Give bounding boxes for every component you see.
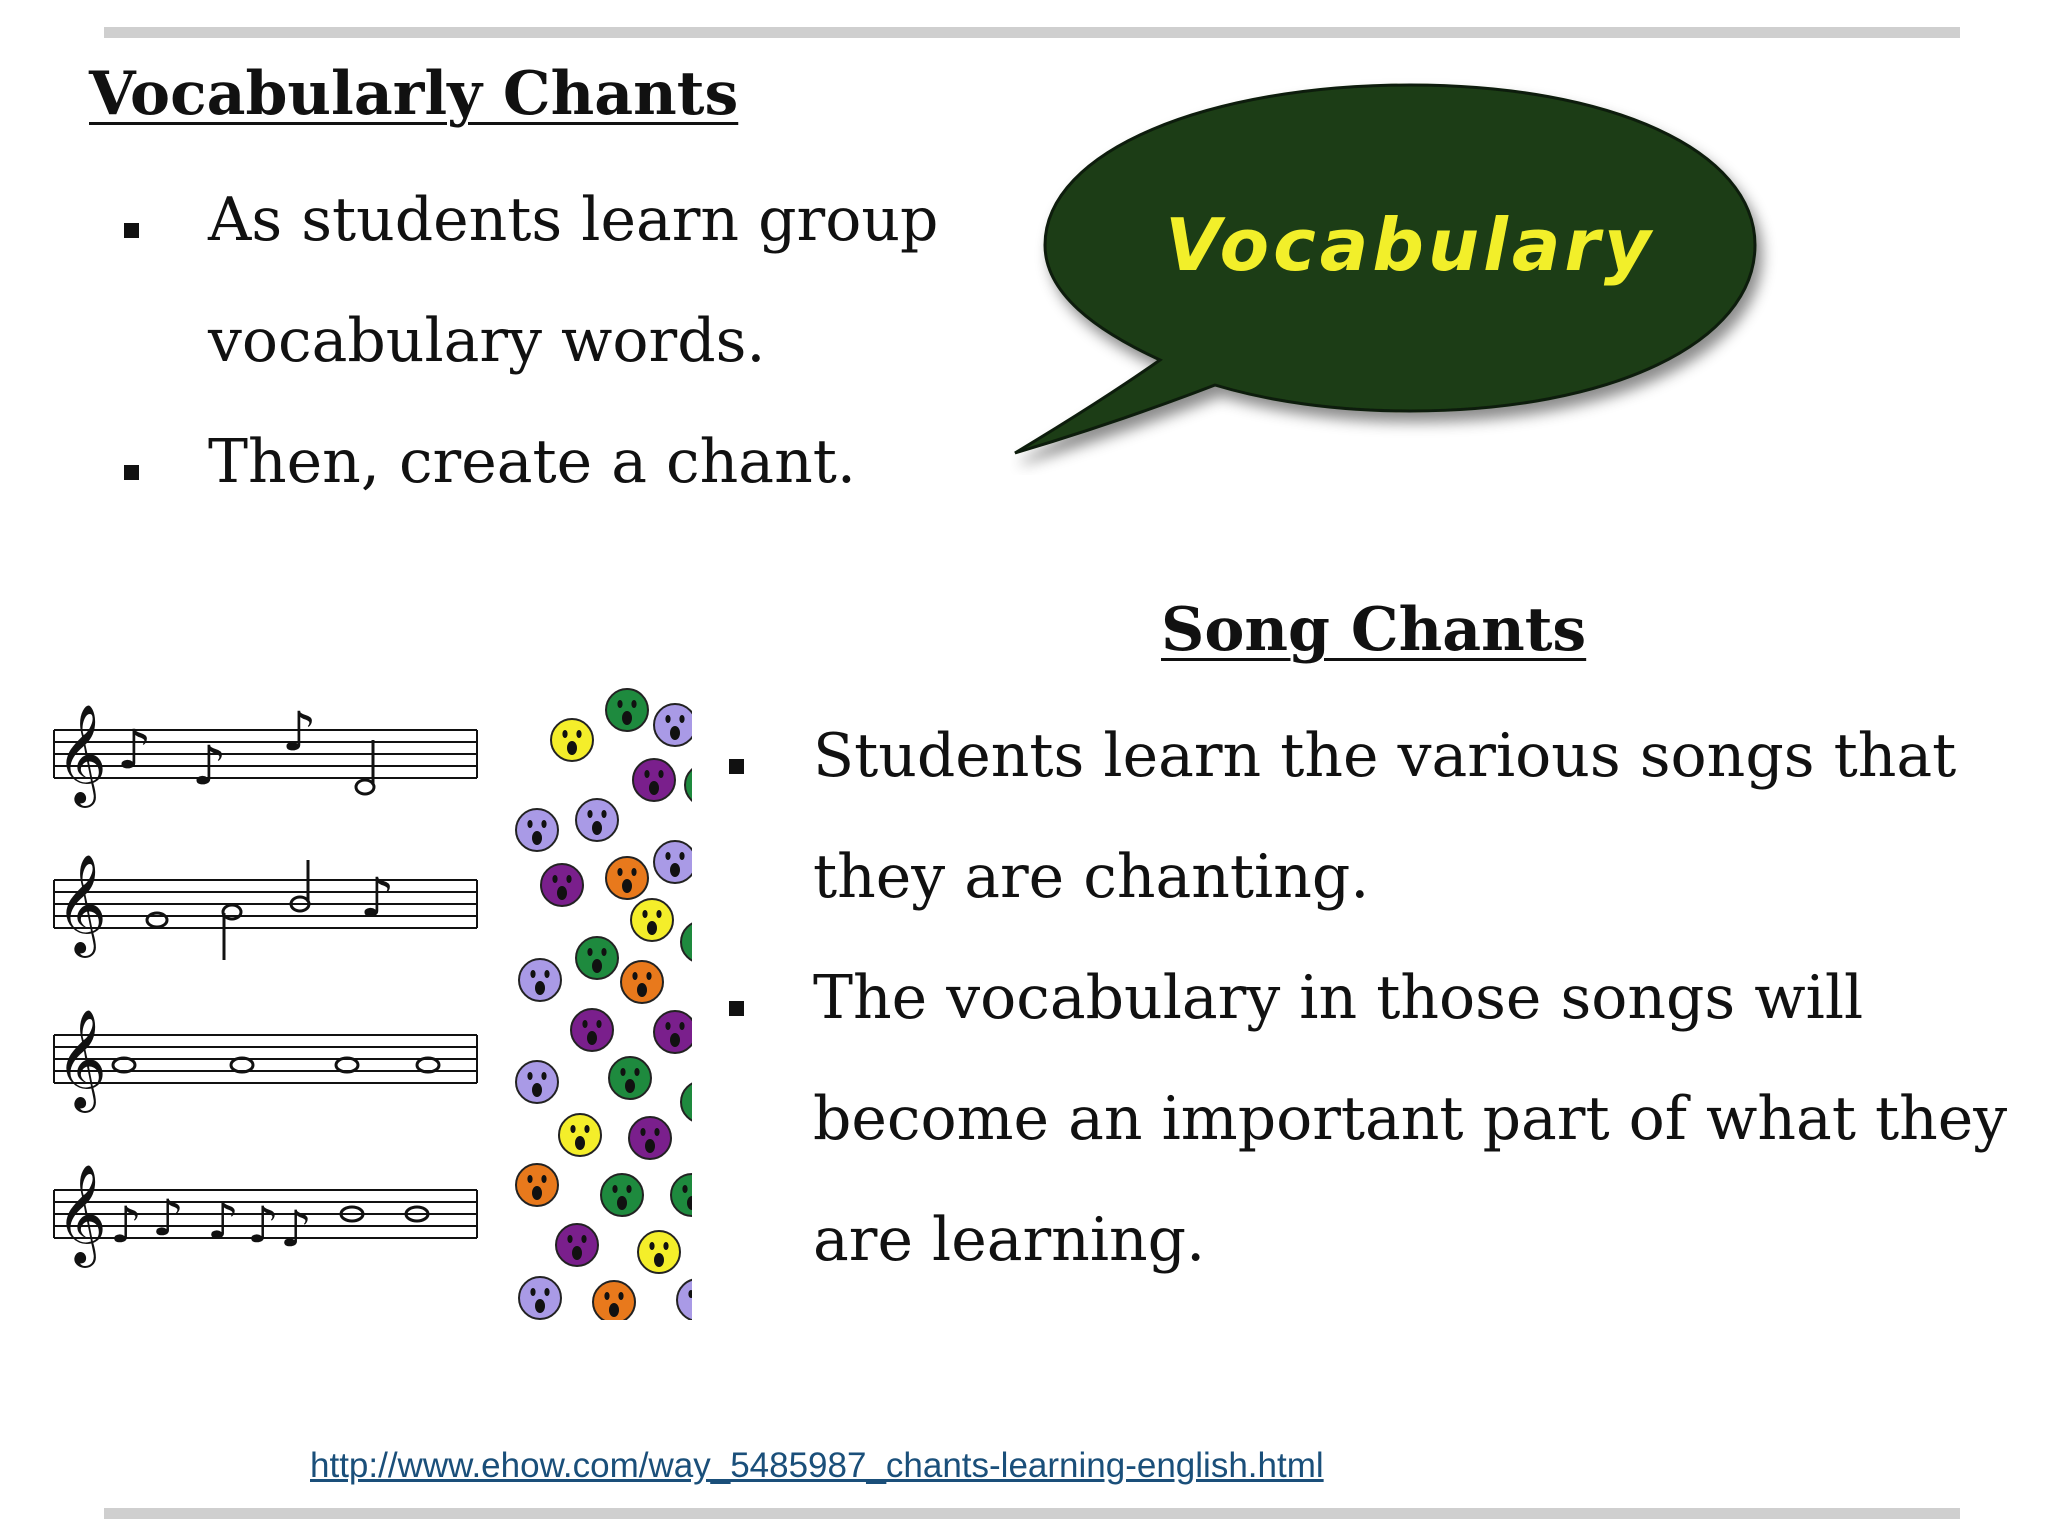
svg-text:♪: ♪ xyxy=(207,1192,239,1250)
top-divider xyxy=(104,27,1960,38)
svg-text:♪: ♪ xyxy=(360,866,395,929)
singing-face-icon xyxy=(633,759,675,801)
singing-faces xyxy=(516,689,692,1320)
song-bullet-list xyxy=(729,696,2007,1301)
svg-text:♪: ♪ xyxy=(247,1196,279,1254)
treble-clef-icon: 𝄞 xyxy=(56,1009,107,1109)
vocabulary-speech-bubble xyxy=(1010,75,1780,475)
list-item xyxy=(729,938,2007,1059)
svg-text:♪: ♪ xyxy=(152,1189,184,1247)
bottom-divider xyxy=(104,1508,1960,1519)
bullet-icon xyxy=(124,465,139,480)
singing-face-icon xyxy=(571,1009,613,1051)
list-item xyxy=(729,696,2007,817)
bullet-text: are learning. xyxy=(813,1205,1206,1275)
singing-face-icon xyxy=(654,704,692,746)
svg-text:♪: ♪ xyxy=(110,1196,142,1254)
singing-face-icon xyxy=(593,1281,635,1320)
music-notes-illustration xyxy=(42,680,692,1320)
list-item xyxy=(124,160,938,281)
song-chants-heading: Song Chants xyxy=(1161,595,1587,665)
bubble-text: Vocabulary xyxy=(1165,203,1655,287)
bullet-text: Students learn the various songs that xyxy=(813,721,1957,791)
svg-text:♪: ♪ xyxy=(117,718,152,781)
bullet-text: As students learn group xyxy=(208,185,939,255)
singing-face-icon xyxy=(551,719,593,761)
vocab-chants-heading: Vocabularly Chants xyxy=(89,59,739,129)
singing-face-icon xyxy=(606,689,648,731)
list-item xyxy=(729,1059,2007,1180)
bullet-text: The vocabulary in those songs will xyxy=(813,963,1864,1033)
singing-face-icon xyxy=(559,1114,601,1156)
vocab-bullet-list xyxy=(124,160,938,523)
singing-face-icon xyxy=(519,959,561,1001)
singing-face-icon xyxy=(621,961,663,1003)
singing-face-icon xyxy=(576,799,618,841)
singing-face-icon xyxy=(606,857,648,899)
treble-clef-icons xyxy=(56,704,107,1268)
singing-face-icon xyxy=(638,1231,680,1273)
singing-face-icon xyxy=(609,1057,651,1099)
list-item xyxy=(124,281,938,402)
treble-clef-icon: 𝄞 xyxy=(56,854,107,954)
singing-face-icon xyxy=(677,1279,692,1320)
singing-face-icon xyxy=(654,1011,692,1053)
bullet-icon xyxy=(124,223,139,238)
staff-lines xyxy=(54,730,477,1238)
bullet-icon xyxy=(729,759,744,774)
treble-clef-icon: 𝄞 xyxy=(56,704,107,804)
bullet-text: they are chanting. xyxy=(813,842,1370,912)
singing-face-icon xyxy=(654,841,692,883)
list-item xyxy=(729,1180,2007,1301)
bullet-text: vocabulary words. xyxy=(208,306,766,376)
singing-face-icon xyxy=(685,764,692,806)
singing-face-icon xyxy=(516,1061,558,1103)
singing-face-icon xyxy=(671,1174,692,1216)
singing-face-icon xyxy=(519,1277,561,1319)
list-item xyxy=(729,817,2007,938)
bullet-text: become an important part of what they xyxy=(813,1084,2008,1154)
singing-face-icon xyxy=(516,1164,558,1206)
singing-face-icon xyxy=(576,937,618,979)
music-note-icons xyxy=(110,700,439,1258)
treble-clef-icon: 𝄞 xyxy=(56,1164,107,1264)
singing-face-icon xyxy=(601,1174,643,1216)
singing-face-icon xyxy=(681,921,692,963)
svg-text:♪: ♪ xyxy=(282,700,317,763)
singing-face-icon xyxy=(516,809,558,851)
svg-text:♪: ♪ xyxy=(192,734,227,797)
singing-face-icon xyxy=(556,1224,598,1266)
singing-face-icon xyxy=(629,1117,671,1159)
singing-face-icon xyxy=(631,899,673,941)
singing-face-icon xyxy=(681,1081,692,1123)
list-item xyxy=(124,402,938,523)
source-link[interactable]: http://www.ehow.com/way_5485987_chants-learning-english.html xyxy=(310,1446,1324,1485)
svg-text:♪: ♪ xyxy=(280,1200,312,1258)
bullet-text: Then, create a chant. xyxy=(208,427,856,497)
bullet-icon xyxy=(729,1001,744,1016)
singing-face-icon xyxy=(541,864,583,906)
